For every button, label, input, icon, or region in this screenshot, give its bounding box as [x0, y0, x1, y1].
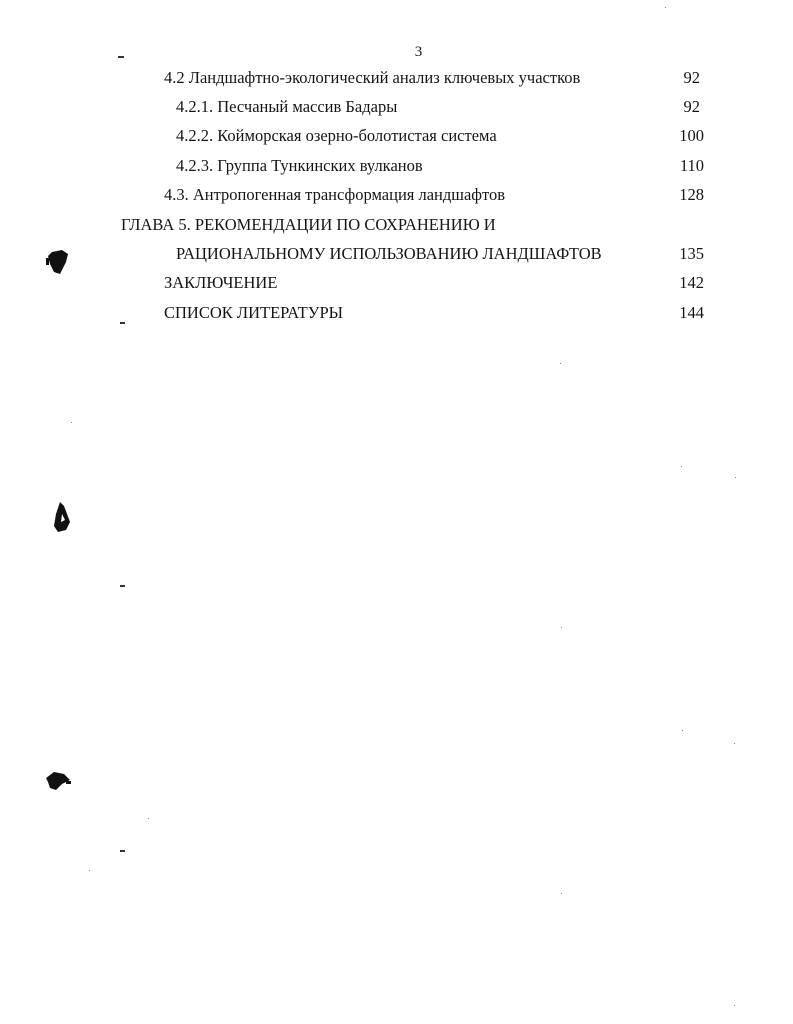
- scan-speck: [681, 466, 682, 467]
- scan-speck: [734, 743, 735, 744]
- scan-speck: [118, 56, 124, 58]
- toc-entry-page: 135: [679, 244, 704, 263]
- toc-entry-label: 4.2.1. Песчаный массив Бадары: [176, 97, 398, 116]
- toc-entry-page: 92: [683, 68, 700, 87]
- scan-speck: [560, 363, 561, 364]
- scan-speck: [734, 1005, 735, 1006]
- scan-speck: [682, 730, 683, 731]
- scan-speck: [120, 585, 125, 587]
- scan-speck: [561, 627, 562, 628]
- binding-hole-mark: [50, 500, 74, 534]
- toc-entry-label: 4.2 Ландшафтно-экологический анализ ключевых участков: [164, 68, 581, 87]
- toc-entry-page: 100: [679, 126, 704, 145]
- toc-entry-page: 128: [679, 185, 704, 204]
- toc-entry-label: 4.2.3. Группа Тункинских вулканов: [176, 156, 423, 175]
- binding-hole-mark: [44, 248, 72, 278]
- scan-speck: [735, 477, 736, 478]
- scan-speck: [89, 870, 90, 871]
- scan-speck: [71, 422, 72, 423]
- toc-entry-page: 92: [683, 97, 700, 116]
- scan-speck: [120, 322, 125, 324]
- toc-entry-page: 144: [679, 303, 704, 322]
- scan-speck: [561, 893, 562, 894]
- toc-entry-page: 142: [679, 273, 704, 292]
- toc-chapter-heading-continued: РАЦИОНАЛЬНОМУ ИСПОЛЬЗОВАНИЮ ЛАНДШАФТОВ: [176, 244, 602, 263]
- toc-entry-label: ЗАКЛЮЧЕНИЕ: [164, 273, 278, 292]
- toc-entry-page: 110: [679, 156, 704, 175]
- page-number: 3: [414, 44, 423, 60]
- scan-speck: [665, 7, 666, 8]
- scan-speck: [120, 850, 125, 852]
- binding-hole-mark: [42, 768, 74, 794]
- toc-entry-label: 4.2.2. Койморская озерно-болотистая система: [176, 126, 497, 145]
- scan-speck: [148, 818, 149, 819]
- toc-chapter-heading: ГЛАВА 5. РЕКОМЕНДАЦИИ ПО СОХРАНЕНИЮ И: [121, 215, 496, 234]
- toc-entry-label: СПИСОК ЛИТЕРАТУРЫ: [164, 303, 344, 322]
- toc-entry-label: 4.3. Антропогенная трансформация ландшафтов: [164, 185, 506, 204]
